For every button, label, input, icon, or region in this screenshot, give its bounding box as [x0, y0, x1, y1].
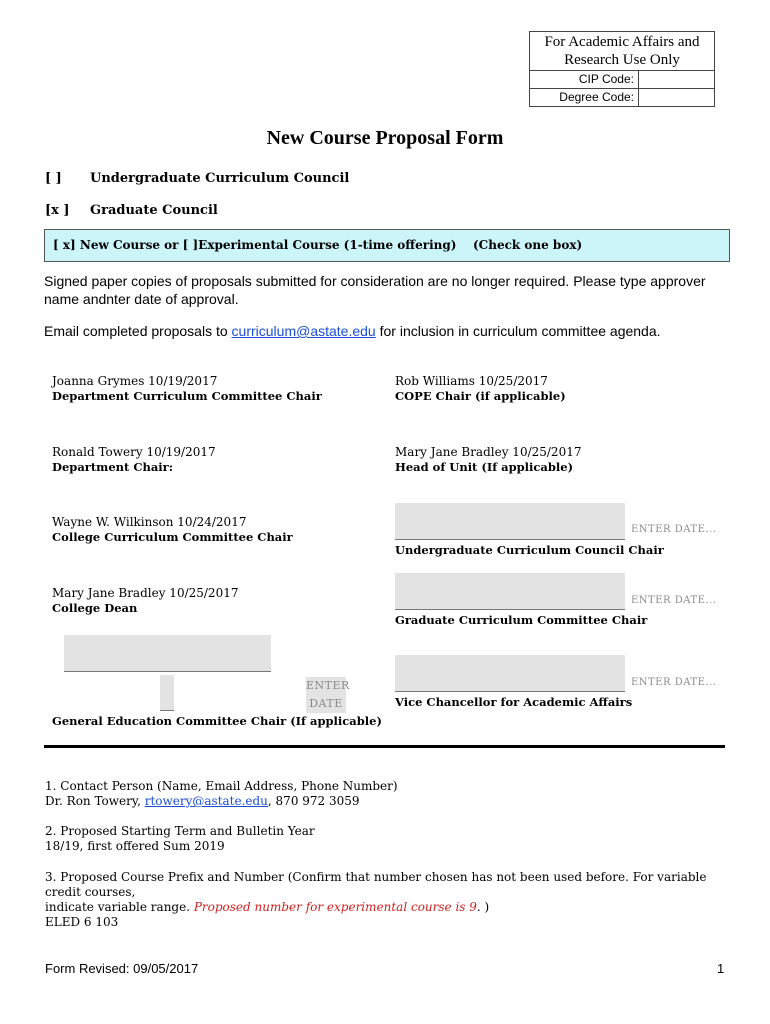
experimental-number-note: Proposed number for experimental course is 9: [193, 900, 477, 914]
college-dean-role: College Dean: [52, 601, 138, 615]
grad-council-label: Graduate Council: [90, 203, 218, 218]
cope-role: COPE Chair (if applicable): [395, 389, 566, 403]
college-curriculum-role: College Curriculum Committee Chair: [52, 530, 293, 544]
course-number-title-b-prefix: indicate variable range.: [45, 900, 194, 914]
dept-chair-role: Department Chair:: [52, 460, 173, 474]
undergrad-council-checkbox[interactable]: [ ]: [45, 171, 62, 186]
course-number-title-a: 3. Proposed Course Prefix and Number (Confirm that number chosen has not been used before. For variable credit courses,: [45, 870, 707, 899]
grad-council-role: Graduate Curriculum Committee Chair: [395, 613, 648, 627]
gen-ed-signature-field-tail[interactable]: [160, 675, 174, 711]
college-curriculum-name: Wayne W. Wilkinson 10/24/2017: [52, 515, 247, 529]
dept-chair-signature: [52, 445, 216, 475]
academic-affairs-use-box: [529, 31, 715, 107]
curriculum-email-link[interactable]: curriculum@astate.edu: [231, 323, 376, 339]
contact-title: 1. Contact Person (Name, Email Address, Phone Number): [45, 779, 398, 793]
dept-curriculum-name: Joanna Grymes 10/19/2017: [52, 374, 218, 388]
cope-name: Rob Williams 10/25/2017: [395, 374, 548, 388]
course-number-value: ELED 6 103: [45, 915, 119, 929]
vice-chancellor-date-field[interactable]: ENTER DATE...: [631, 677, 717, 688]
section-course-number: [45, 870, 735, 930]
cip-code-label: CIP Code:: [530, 71, 639, 88]
signed-copies-note: Signed paper copies of proposals submitted for consideration are no longer required. Please type approver name andnter date of approval.: [44, 273, 706, 307]
contact-email-link[interactable]: rtowery@astate.edu: [144, 794, 268, 808]
term-value: 18/19, first offered Sum 2019: [45, 839, 225, 853]
cip-code-field[interactable]: [639, 71, 714, 88]
gen-ed-date-label: DATE: [309, 697, 343, 710]
contact-phone: , 870 972 3059: [267, 794, 360, 808]
section-contact: [45, 779, 725, 809]
gen-ed-role: General Education Committee Chair (If applicable): [52, 714, 382, 728]
ug-council-signature-field[interactable]: [395, 503, 625, 540]
grad-council-date-field[interactable]: ENTER DATE...: [631, 595, 717, 606]
proposal-type-box: [44, 229, 730, 262]
degree-code-label: Degree Code:: [530, 89, 639, 106]
head-unit-role: Head of Unit (If applicable): [395, 460, 574, 474]
gen-ed-signature-field[interactable]: [64, 635, 271, 672]
page-number: 1: [717, 961, 725, 976]
ug-council-date-field[interactable]: ENTER DATE...: [631, 524, 717, 535]
grad-council-signature-field[interactable]: [395, 573, 625, 610]
use-box-header: For Academic Affairs and Research Use Only: [530, 32, 714, 71]
gen-ed-tail-line: [160, 710, 174, 711]
course-type-selection[interactable]: [ x] New Course or [ ]Experimental Course (1-time offering): [53, 238, 457, 252]
college-dean-name: Mary Jane Bradley 10/25/2017: [52, 586, 239, 600]
cip-code-row: [530, 71, 714, 89]
vice-chancellor-signature-field[interactable]: [395, 655, 625, 692]
email-suffix: for inclusion in curriculum committee agenda.: [375, 323, 661, 339]
head-unit-signature: [395, 445, 581, 475]
college-dean-signature: [52, 586, 238, 616]
course-number-title-b: [45, 900, 735, 915]
contact-value: [45, 794, 725, 809]
email-instructions: [44, 322, 724, 340]
cope-signature: [395, 374, 566, 404]
dept-chair-name: Ronald Towery 10/19/2017: [52, 445, 216, 459]
gen-ed-date-field[interactable]: [306, 677, 350, 713]
dept-curriculum-role: Department Curriculum Committee Chair: [52, 389, 322, 403]
grad-council-checkbox[interactable]: [x ]: [45, 203, 70, 218]
email-prefix: Email completed proposals to: [44, 323, 232, 339]
vice-chancellor-role: Vice Chancellor for Academic Affairs: [395, 695, 633, 709]
undergrad-council-label: Undergraduate Curriculum Council: [90, 171, 350, 186]
gen-ed-enter-label: ENTER: [306, 679, 350, 692]
term-title: 2. Proposed Starting Term and Bulletin Year: [45, 824, 315, 838]
college-curriculum-signature: [52, 515, 293, 545]
check-one-hint: (Check one box): [473, 238, 583, 252]
contact-name: Dr. Ron Towery,: [45, 794, 145, 808]
ug-council-role: Undergraduate Curriculum Council Chair: [395, 543, 664, 557]
dept-curriculum-signature: [52, 374, 322, 404]
degree-code-row: [530, 89, 714, 106]
form-revised-date: Form Revised: 09/05/2017: [45, 961, 199, 976]
section-term: [45, 824, 725, 854]
section-divider: [44, 745, 725, 748]
course-number-title-b-suffix: . ): [476, 900, 490, 914]
head-unit-name: Mary Jane Bradley 10/25/2017: [395, 445, 582, 459]
page-title: New Course Proposal Form: [266, 127, 504, 149]
degree-code-field[interactable]: [639, 89, 714, 106]
